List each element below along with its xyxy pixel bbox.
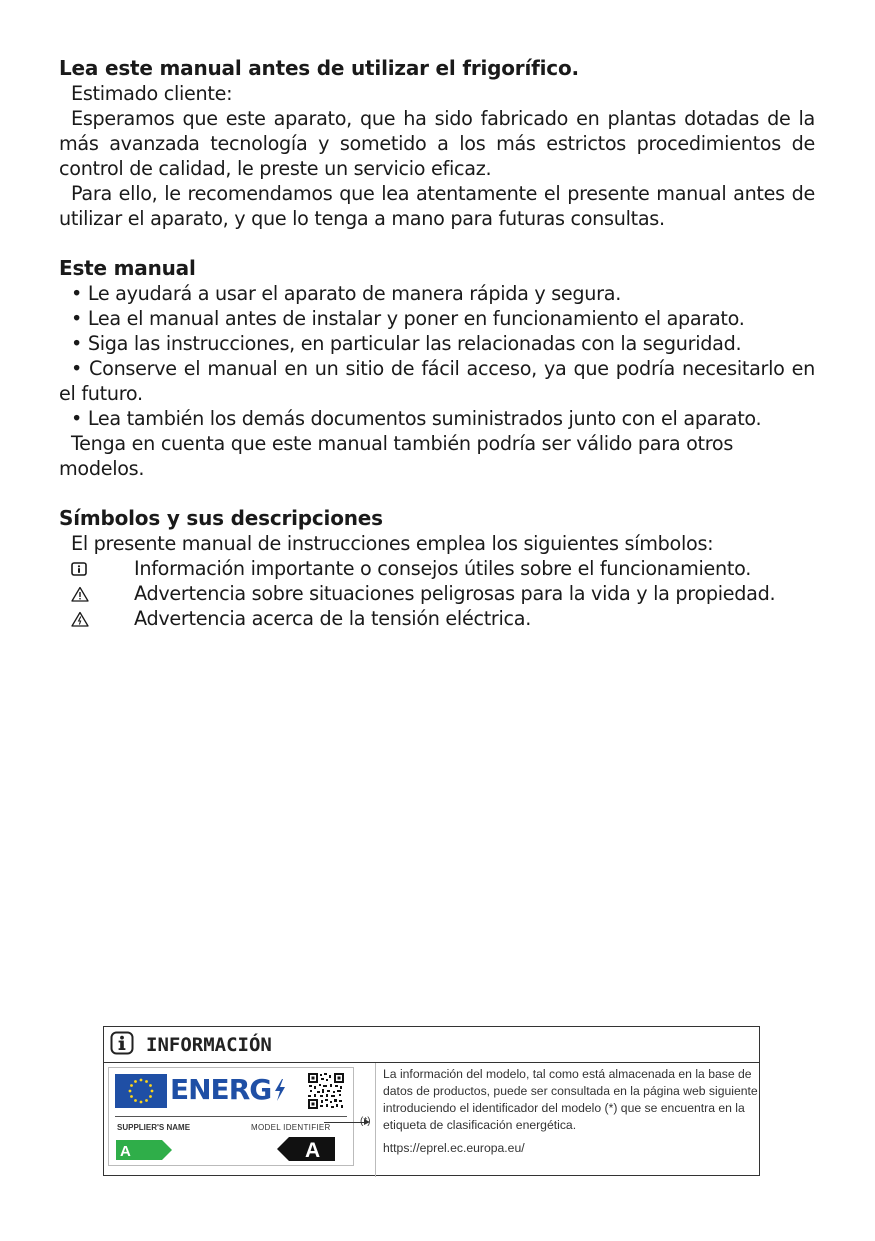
warning-icon: [59, 586, 134, 602]
energy-label-column: [104, 1063, 376, 1177]
symbol-text-info: Información importante o consejos útiles sobre el funcionamiento.: [134, 557, 752, 580]
energy-class-small: A: [120, 1143, 131, 1160]
intro-heading: Lea este manual antes de utilizar el frigorífico.: [59, 56, 579, 80]
energy-class-arrow-big: [277, 1137, 335, 1165]
symbols-intro: El presente manual de instrucciones emplea los siguientes símbolos:: [71, 532, 714, 555]
manual-bullet-2: • Lea el manual antes de instalar y poner en funcionamiento el aparato.: [71, 307, 745, 330]
manual-bullet-1: • Le ayudará a usar el aparato de manera rápida y segura.: [71, 282, 622, 305]
information-title: INFORMACIÓN: [146, 1033, 272, 1056]
qr-code: [308, 1073, 344, 1109]
eu-flag-icon: [115, 1074, 167, 1108]
energy-class-big: A: [305, 1139, 321, 1161]
energy-class-arrow-small: [116, 1140, 172, 1164]
information-box: [103, 1026, 760, 1176]
label-divider: [115, 1116, 347, 1117]
intro-paragraph-1: Esperamos que este aparato, que ha sido fabricado en plantas dotadas de la más avanzada tecnología y sometido a los más estrictos procedimientos de control de calidad, le preste un servicio eficaz.: [59, 107, 815, 180]
energy-label: [108, 1067, 354, 1166]
information-header: [104, 1027, 759, 1063]
asterisk-marker: (*): [360, 1116, 371, 1127]
information-text: La información del modelo, tal como está almacenada en la base de datos de productos, puede ser consultada en la página web siguiente introduciendo el identificador del modelo (*) que se encuentra en la etiqueta de clasificación energética.: [383, 1067, 758, 1132]
symbol-row-electric: [59, 606, 815, 631]
manual-heading: Este manual: [59, 256, 196, 280]
eprel-link[interactable]: https://eprel.ec.europa.eu/: [383, 1141, 525, 1155]
intro-paragraph-2: Para ello, le recomendamos que lea atentamente el presente manual antes de utilizar el aparato, y que lo tenga a mano para futuras consultas.: [59, 182, 815, 230]
page-content: [59, 56, 815, 631]
symbol-text-electric: Advertencia acerca de la tensión eléctrica.: [134, 607, 532, 630]
symbol-row-info: [59, 556, 815, 581]
electric-warning-icon: [59, 611, 134, 627]
symbols-heading: Símbolos y sus descripciones: [59, 506, 383, 530]
symbol-row-warning: [59, 581, 815, 606]
greeting: Estimado cliente:: [71, 82, 233, 105]
energy-logo-text: ENERG: [170, 1071, 287, 1109]
symbol-text-warning: Advertencia sobre situaciones peligrosas para la vida y la propiedad.: [134, 582, 776, 605]
model-identifier: MODEL IDENTIFIER: [251, 1123, 331, 1132]
info-box-icon: [110, 1031, 134, 1059]
manual-bullet-5: • Lea también los demás documentos suministrados junto con el aparato.: [71, 407, 762, 430]
manual-bullet-4: • Conserve el manual en un sitio de fácil acceso, ya que podría necesitarlo en el futuro.: [59, 357, 815, 405]
manual-bullet-3: • Siga las instrucciones, en particular las relacionadas con la seguridad.: [71, 332, 742, 355]
supplier-name: SUPPLIER'S NAME: [117, 1123, 191, 1132]
manual-note: Tenga en cuenta que este manual también podría ser válido para otros modelos.: [59, 432, 734, 480]
information-text-column: [376, 1063, 759, 1177]
information-body: [104, 1063, 759, 1177]
info-icon: [59, 562, 134, 576]
